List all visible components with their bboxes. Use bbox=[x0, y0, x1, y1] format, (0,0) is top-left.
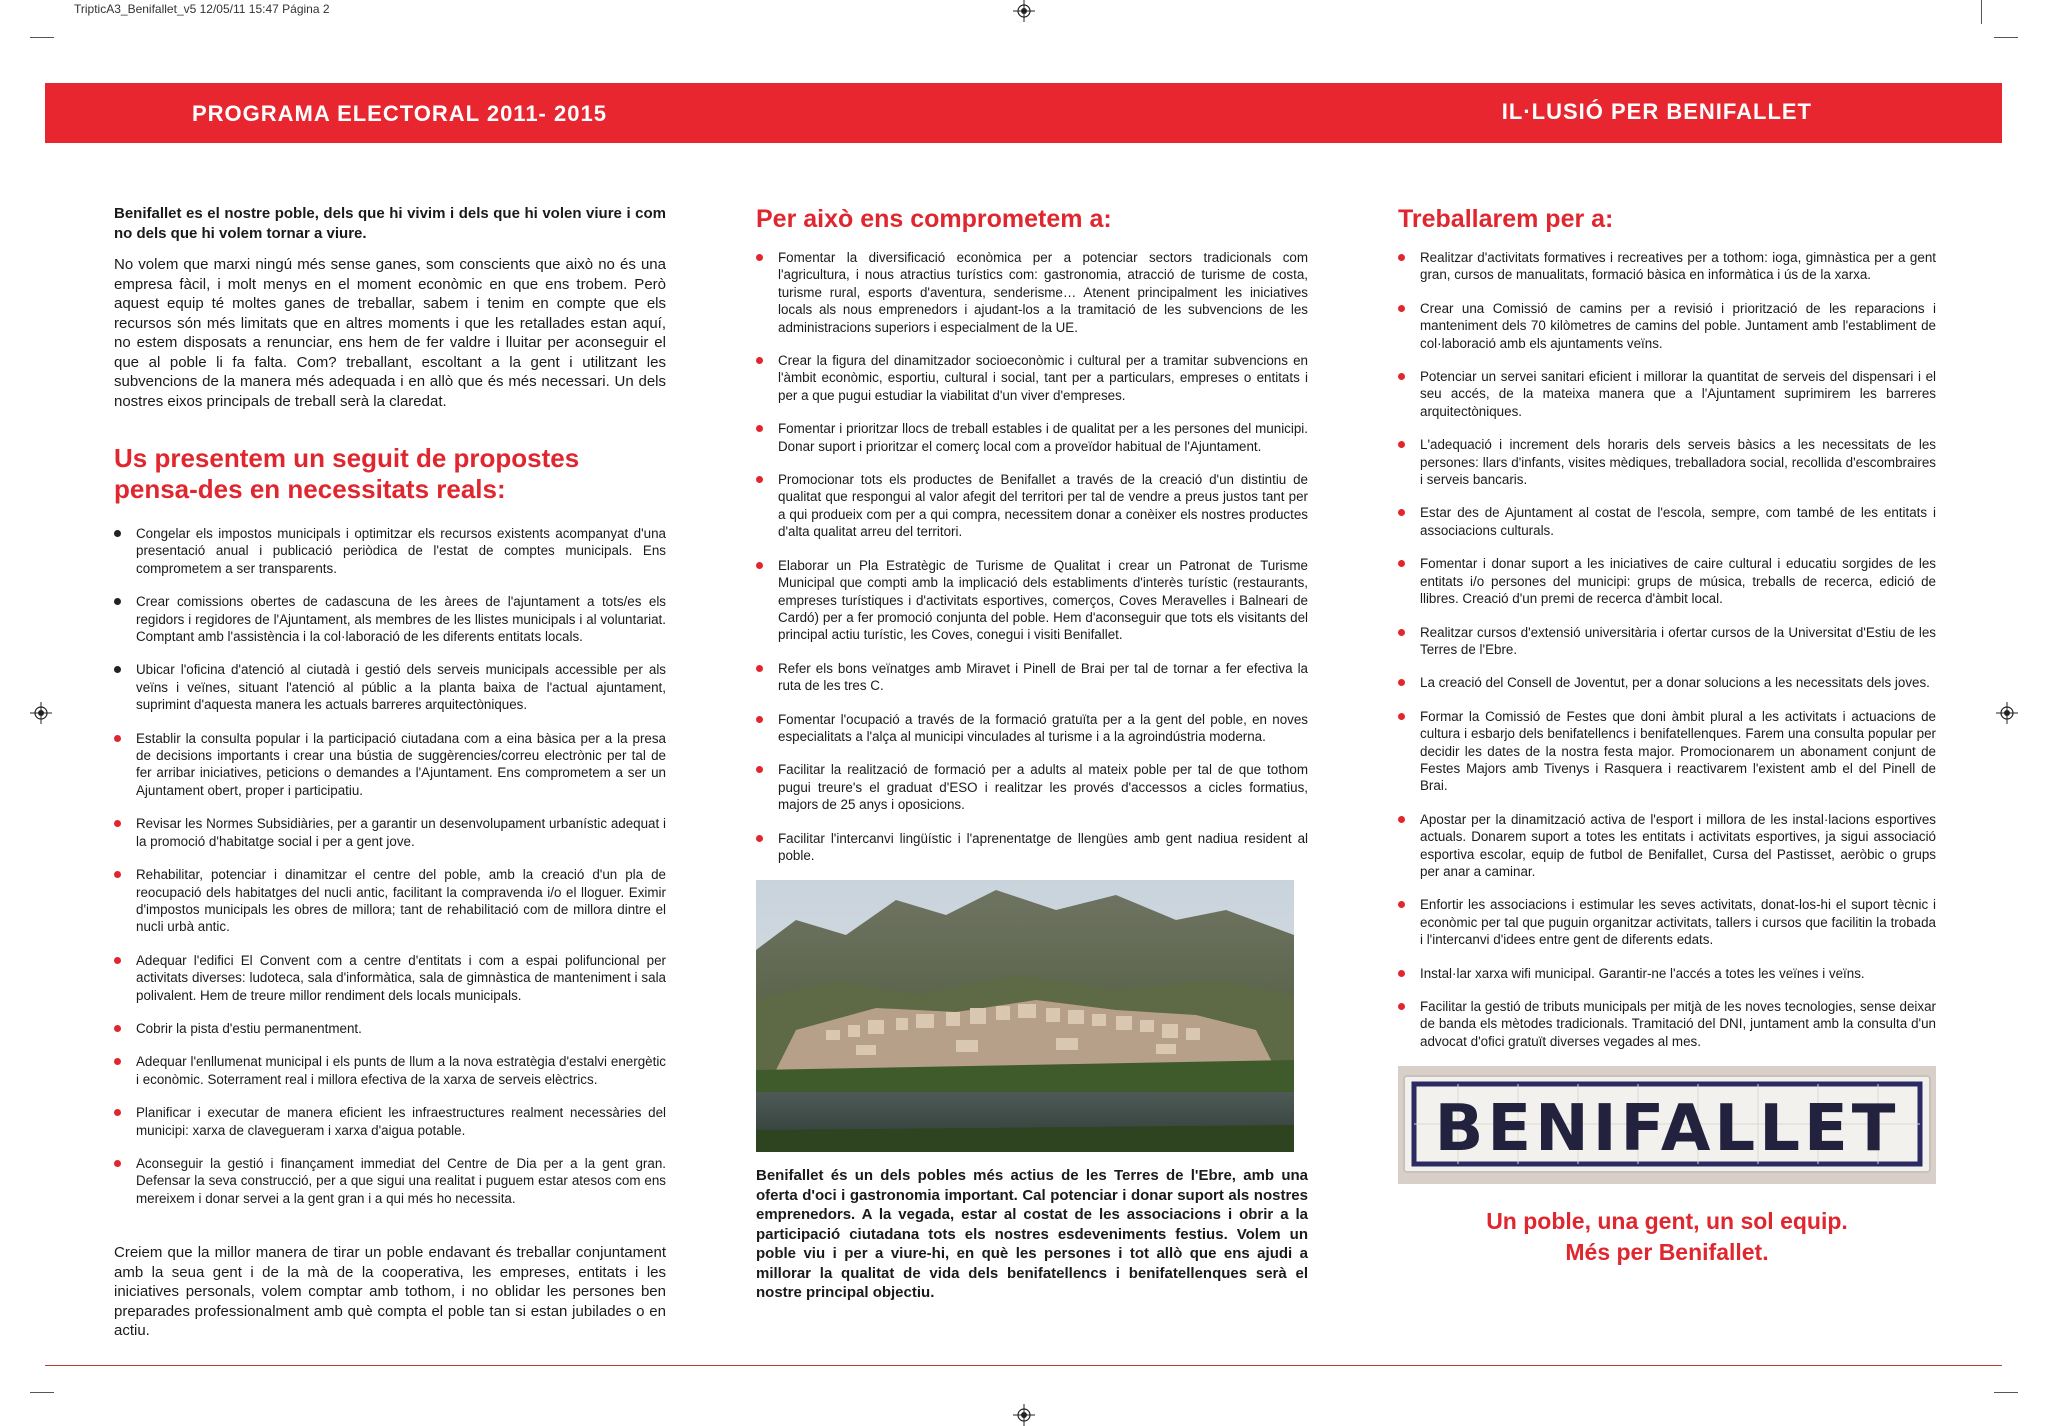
list-item: Promocionar tots els productes de Benifallet a través de la creació d'un distintiu de qualitat que respongui al valor afegit del territori per tal de vendre a preus justos tant per a qui produeix com per a qui compra, necessitem donar a conèixer els nostres productes d'alta qualitat arreu del territori. bbox=[756, 471, 1308, 541]
bullet-icon bbox=[756, 357, 763, 364]
banner-title-right: IL·LUSIÓ PER BENIFALLET bbox=[1501, 99, 1812, 124]
bullet-icon bbox=[1398, 816, 1405, 823]
registration-mark-icon bbox=[1013, 1404, 1035, 1426]
list-item: Facilitar la gestió de tributs municipals per mitjà de les noves tecnologies, sense deixar de banda els mètodes tradicionals. Tramitació del DNI, juntament amb la consulta d'un advocat d'ofici gratuït diverses vegades al mes. bbox=[1398, 998, 1936, 1050]
list-item: Realitzar d'activitats formatives i recreatives per a tothom: ioga, gimnàstica per a gent gran, cursos de manualitats, formació bàsica en informàtica i ús de la xarxa. bbox=[1398, 249, 1936, 284]
list-item: Rehabilitar, potenciar i dinamitzar el centre del poble, amb la creació d'un pla de reocupació dels habitatges del nucli antic, facilitant la compravenda i/o el lloguer. Eximir d'impostos municipals les obres de millora; tant de rehabilitació com de millora dintre el nucli urbà antic. bbox=[114, 866, 666, 936]
list-item: Crear la figura del dinamitzador socioeconòmic i cultural per a tramitar subvencions en l'àmbit econòmic, esportiu, cultural i social, tant per a particulars, empreses o entitats i per a que pugui estudiar la viabilitat d'un viver d'empreses. bbox=[756, 352, 1308, 404]
crop-mark bbox=[1994, 1392, 2018, 1393]
bullet-icon bbox=[1398, 373, 1405, 380]
benifallet-sign-photo bbox=[1398, 1066, 1936, 1184]
bullet-icon bbox=[756, 562, 763, 569]
list-item: Ubicar l'oficina d'atenció al ciutadà i gestió dels serveis municipals accessible per als veïns i veïnes, situant l'atenció al públic a la planta baixa de l'actual ajuntament, suprimint d'aquesta manera les actuals barreres arquitectòniques. bbox=[114, 661, 666, 713]
bullet-icon bbox=[1398, 901, 1405, 908]
list-item: Facilitar la realització de formació per a adults al mateix poble per tal de que tothom pugui treure's el graduat d'ESO i realitzar les provés d'accessos a cicles formatius, majors de 25 anys i oposicions. bbox=[756, 761, 1308, 813]
file-slug: TripticA3_Benifallet_v5 12/05/11 15:47 Página 2 bbox=[74, 2, 330, 16]
list-item: Elaborar un Pla Estratègic de Turisme de Qualitat i crear un Patronat de Turisme Municipal que compti amb la implicació dels establiments d'interès turístic (restaurants, empreses turístiques i d'activitats esportives, comerços, Coves Meravelles i Balneari de Cardó) per a fer promoció conjunta del poble. Hem d'aconseguir que tots els visitants del principal actiu turístic, les Coves, conegui i visiti Benifallet. bbox=[756, 557, 1308, 644]
bullet-icon bbox=[114, 1058, 121, 1065]
bullet-icon bbox=[756, 665, 763, 672]
bullet-icon bbox=[114, 735, 121, 742]
town-landscape-image bbox=[756, 880, 1294, 1152]
bullet-icon bbox=[1398, 1003, 1405, 1010]
section-heading: Treballarem per a: bbox=[1398, 205, 1614, 233]
list-item: Adequar l'enllumenat municipal i els punts de llum a la nova estratègia d'estalvi energètic i econòmic. Soterrament real i millora efectiva de la xarxa de serveis elèctrics. bbox=[114, 1053, 666, 1088]
column-center bbox=[756, 204, 1308, 1303]
registration-mark-icon bbox=[1013, 0, 1035, 22]
closing-paragraph: Benifallet és un dels pobles més actius de les Terres de l'Ebre, amb una oferta d'oci i gastronomia important. Cal potenciar i donar suport als nostres emprenedors. A la vegada, estar al costat de les associacions i obrir a la participació ciutadana tots els nostres esdeveniments festius. Volem un poble viu i per a viure-hi, en què les persones i tot allò que ens ajudi a millorar la qualitat de vida dels benifatellencs i benifatellenques serà el nostre principal objectiu. bbox=[756, 1167, 1308, 1302]
bullet-icon bbox=[1398, 254, 1405, 261]
bullet-icon bbox=[114, 820, 121, 827]
crop-mark bbox=[30, 1392, 54, 1393]
list-item: Crear comissions obertes de cadascuna de les àrees de l'ajuntament a tots/es els regidors i regidores de l'Ajuntament, als membres de les llistes municipals i al voluntariat. Comptant amb l'assistència i la col·laboració de les diferents entitats locals. bbox=[114, 593, 666, 645]
registration-mark-icon bbox=[30, 702, 52, 724]
list-item: Cobrir la pista d'estiu permanentment. bbox=[114, 1020, 666, 1037]
tile-sign-image bbox=[1398, 1066, 1936, 1184]
bullet-icon bbox=[1398, 560, 1405, 567]
slogan bbox=[1398, 1206, 1936, 1268]
slogan-line-1: Un poble, una gent, un sol equip. bbox=[1486, 1208, 1848, 1235]
list-item: Congelar els impostos municipals i optimitzar els recursos existents acompanyat d'una presentació anual i publicació periòdica de l'estat de comptes municipals. Ens comprometem a ser transparents. bbox=[114, 525, 666, 577]
slogan-line-2: Més per Benifallet. bbox=[1565, 1239, 1769, 1266]
bullet-icon bbox=[114, 1109, 121, 1116]
list-item: Adequar l'edifici El Convent com a centre d'entitats i com a espai polifuncional per activitats diverses: ludoteca, sala d'informàtica, sala de gimnàstica de manteniment i sala polivalent. Hem de treure millor rendiment dels locals municipals. bbox=[114, 952, 666, 1004]
bullet-icon bbox=[1398, 679, 1405, 686]
bullet-icon bbox=[114, 598, 121, 605]
list-item: Fomentar i prioritzar llocs de treball estables i de qualitat per a les persones del municipi. Donar suport i prioritzar el comerç local com a proveïdor habitual de l'Ajuntament. bbox=[756, 420, 1308, 455]
list-item: Facilitar l'intercanvi lingüístic i l'aprenentatge de llengües amb gent nadiua resident al poble. bbox=[756, 830, 1308, 865]
bullet-icon bbox=[756, 476, 763, 483]
list-item: Estar des de Ajuntament al costat de l'escola, sempre, com també de les entitats i associacions culturals. bbox=[1398, 504, 1936, 539]
list-item: Revisar les Normes Subsidiàries, per a garantir un desenvolupament urbanístic adequat i la promoció d'habitatge social i per a gent jove. bbox=[114, 815, 666, 850]
bullet-icon bbox=[756, 425, 763, 432]
list-item: Apostar per la dinamització activa de l'esport i millora de les instal·lacions esportives actuals. Donarem suport a totes les entitats i activitats esportives, ja sigui associació esportiva escolar, equip de futbol de Benifallet, Cursa del Pastisset, aeròbic o grups per anar a caminar. bbox=[1398, 811, 1936, 881]
bullet-icon bbox=[1398, 970, 1405, 977]
list-item: Crear una Comissió de camins per a revisió i priorització de les reparacions i manteniment dels 70 kilòmetres de camins del poble. Juntament amb l'establiment de col·laboració amb els ajuntaments veïns. bbox=[1398, 300, 1936, 352]
list-item: Aconseguir la gestió i finançament immediat del Centre de Dia per a la gent gran. Defensar la seva construcció, per a que sigui una realitat i puguem estar atesos com ens mereixem i donar servei a la gent gran i a qui més ho necessita. bbox=[114, 1155, 666, 1207]
bullet-icon bbox=[114, 530, 121, 537]
bullet-icon bbox=[1398, 305, 1405, 312]
bullet-icon bbox=[756, 766, 763, 773]
list-item: Fomentar la diversificació econòmica per a potenciar sectors tradicionals com l'agricultura, i nous atractius turístics com: gastronomia, atracció de turisme de costa, turisme rural, esports d'aventura, senderisme… Atenent principalment les iniciatives locals als nous emprenedors i ajudant-los a la tramitació de les subvencions de les administracions superiors i especialment de la UE. bbox=[756, 249, 1308, 336]
section-heading: Per això ens comprometem a: bbox=[756, 205, 1112, 233]
bullet-icon bbox=[1398, 441, 1405, 448]
list-item: Potenciar un servei sanitari eficient i millorar la quantitat de serveis del dispensari i el seu accés, de la mateixa manera que a l'Ajuntament suprimirem les barreres arquitectòniques. bbox=[1398, 368, 1936, 420]
list-item: Fomentar i donar suport a les iniciatives de caire cultural i educatiu sorgides de les entitats i/o persones del municipi: grups de música, treballs de recerca, edició de llibres. Creació d'un premi de recerca d'àmbit local. bbox=[1398, 555, 1936, 607]
list-item: La creació del Consell de Joventut, per a donar solucions a les necessitats dels joves. bbox=[1398, 674, 1936, 691]
column-left bbox=[114, 204, 666, 1341]
list-item: Realitzar cursos d'extensió universitària i ofertar cursos de la Universitat d'Estiu de les Terres de l'Ebre. bbox=[1398, 624, 1936, 659]
list-item: Enfortir les associacions i estimular les seves activitats, donat-los-hi el suport tècnic i econòmic per tal que puguin organitzar activitats, tallers i cursos que facilitin la trobada i l'intercanvi d'idees entre gent de diferents edats. bbox=[1398, 896, 1936, 948]
bullet-icon bbox=[1398, 629, 1405, 636]
section-heading: Us presentem un seguit de propostes pensa-des en necessitats reals: bbox=[114, 443, 580, 504]
bullet-icon bbox=[114, 957, 121, 964]
bullet-icon bbox=[756, 254, 763, 261]
sign-text: BENIFALLET bbox=[1434, 1092, 1900, 1167]
crop-mark bbox=[1994, 37, 2018, 38]
list-item: Establir la consulta popular i la participació ciutadana com a eina bàsica per a la presa de decisions importants i crear una bústia de suggèrencies/correu electrònic per tal de fer arribar iniciatives, peticions o demandes a l'Ajuntament. Ens comprometem a ser un Ajuntament obert, proper i participatiu. bbox=[114, 730, 666, 800]
closing-paragraph: Creiem que la millor manera de tirar un poble endavant és treballar conjuntament amb la seua gent i de la mà de la cooperativa, les empreses, entitats i les iniciatives personals, volem comptar amb tothom, i no oblidar les persones ben preparades professionalment amb què compta el poble tan si estan jubilades o en actiu. bbox=[114, 1244, 666, 1340]
town-photo bbox=[756, 880, 1294, 1152]
work-list bbox=[1398, 249, 1936, 1050]
bullet-icon bbox=[114, 1025, 121, 1032]
bottom-rule bbox=[45, 1365, 2002, 1366]
bullet-icon bbox=[756, 835, 763, 842]
list-item: Fomentar l'ocupació a través de la formació gratuïta per a la gent del poble, en noves especialitats a l'alça al municipi vinculades al turisme i a la agroindústria moderna. bbox=[756, 711, 1308, 746]
bullet-icon bbox=[114, 871, 121, 878]
bullet-icon bbox=[756, 716, 763, 723]
header-banner bbox=[45, 83, 2002, 143]
commitments-list bbox=[756, 249, 1308, 864]
registration-mark-icon bbox=[1996, 702, 2018, 724]
intro-bold: Benifallet es el nostre poble, dels que hi vivim i dels que hi volen viure i com no dels que hi volem tornar a viure. bbox=[114, 205, 666, 242]
bullet-icon bbox=[114, 1160, 121, 1167]
proposals-list bbox=[114, 525, 666, 1207]
list-item: L'adequació i increment dels horaris dels serveis bàsics a les necessitats de les persones: llars d'infants, visites mèdiques, treballadora social, recollida d'escombraires i serveis bancaris. bbox=[1398, 436, 1936, 488]
bullet-icon bbox=[1398, 713, 1405, 720]
bullet-icon bbox=[114, 666, 121, 673]
list-item: Planificar i executar de manera eficient les infraestructures realment necessàries del municipi: xarxa de clavegueram i xarxa d'aigua potable. bbox=[114, 1104, 666, 1139]
intro-paragraph: No volem que marxi ningú més sense ganes, som conscients que això no és una empresa fàcil, i molt menys en el moment econòmic en que ens trobem. Però aquest equip té moltes ganes de treballar, sabem i tenim en compte que els recursos són més limitats que en altres moments i que les retallades estan aquí, no estem disposats a renunciar, ens hem de fer valdre i lluitar per aconseguir el que al poble li fa falta. Com? treballant, escoltant a la gent i utilitzant les subvencions de la manera més adequada i en allò que és més necessari. Un dels nostres eixos principals de treball serà la claredat. bbox=[114, 256, 666, 410]
list-item: Instal·lar xarxa wifi municipal. Garantir-ne l'accés a totes les veïnes i veïns. bbox=[1398, 965, 1936, 982]
crop-mark bbox=[30, 37, 54, 38]
crop-mark bbox=[1981, 0, 1982, 24]
column-right bbox=[1398, 204, 1936, 1268]
list-item: Formar la Comissió de Festes que doni àmbit plural a les activitats i actuacions de cultura i esbarjo dels benifatellencs i benifatellenques. Farem una consulta popular per decidir les dates de la nostra festa major. Promocionarem un abonament conjunt de Festes Majors amb Tivenys i Rasquera i reactivarem l'existent amb el del Pinell de Brai. bbox=[1398, 708, 1936, 795]
bullet-icon bbox=[1398, 509, 1405, 516]
banner-title-left: PROGRAMA ELECTORAL 2011- 2015 bbox=[192, 101, 607, 126]
list-item: Refer els bons veïnatges amb Miravet i Pinell de Brai per tal de tornar a fer efectiva la ruta de les tres C. bbox=[756, 660, 1308, 695]
